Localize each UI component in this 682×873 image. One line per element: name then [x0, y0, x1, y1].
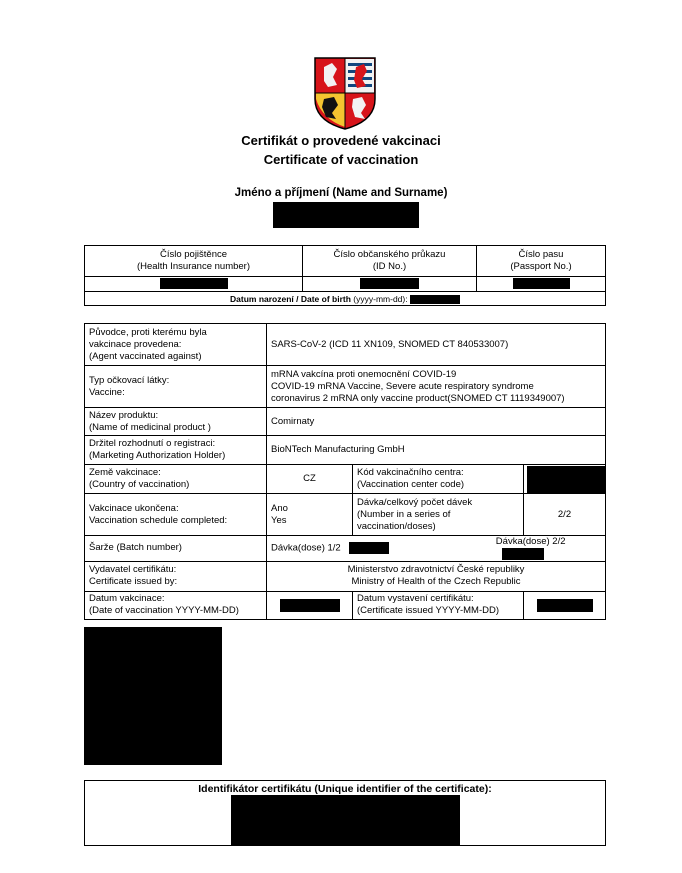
- center-label: Kód vakcinačního centra: (Vaccination center code): [353, 465, 524, 494]
- issue-date-value: [524, 591, 606, 619]
- id-header: Číslo občanského průkazu (ID No.): [303, 246, 477, 277]
- issuer-label: Vydavatel certifikátu: Certificate issued by:: [85, 561, 267, 591]
- uid-box: [84, 780, 606, 846]
- uid-label: Identifikátor certifikátu (Unique identifier of the certificate):: [198, 783, 492, 795]
- completed-value: Ano Yes: [267, 494, 353, 536]
- insurance-value: [85, 277, 303, 292]
- vacc-date-label: Datum vakcinace: (Date of vaccination YYYY-MM-DD): [85, 591, 267, 619]
- qr-code-redaction: [84, 627, 222, 765]
- agent-value: SARS-CoV-2 (ICD 11 XN109, SNOMED CT 840533007): [267, 324, 606, 366]
- vacc-date-value: [267, 591, 353, 619]
- doses-value: 2/2: [524, 494, 606, 536]
- country-value: CZ: [267, 465, 353, 494]
- title-cz: Certifikát o provedené vakcinaci: [241, 133, 441, 148]
- vaccination-table: [84, 323, 606, 620]
- batch-label: Šarže (Batch number): [85, 536, 267, 562]
- id-value: [303, 277, 477, 292]
- passport-header: Číslo pasu (Passport No.): [477, 246, 606, 277]
- issuer-value: Ministerstvo zdravotnictví České republiky Ministry of Health of the Czech Republic: [267, 561, 606, 591]
- product-label: Název produktu: (Name of medicinal product ): [85, 408, 267, 436]
- dose2-label: Dávka(dose) 2/2: [495, 536, 566, 547]
- dose2-cell: [492, 536, 606, 562]
- holder-value: BioNTech Manufacturing GmbH: [267, 436, 606, 465]
- dose1-cell: [267, 536, 492, 562]
- doses-label: Dávka/celkový počet dávek (Number in a series of vaccination/doses): [353, 494, 524, 536]
- name-redaction: [273, 202, 419, 228]
- agent-label: Původce, proti kterému byla vakcinace provedena: (Agent vaccinated against): [85, 324, 267, 366]
- insurance-header: Číslo pojištěnce (Health Insurance number): [85, 246, 303, 277]
- dose1-label: Dávka(dose) 1/2: [271, 542, 341, 554]
- title-en: Certificate of vaccination: [263, 152, 419, 167]
- czech-coat-of-arms-icon: [312, 55, 378, 131]
- uid-redaction: [231, 795, 460, 845]
- id-table: [84, 245, 606, 306]
- issue-date-label: Datum vystavení certifikátu: (Certificate issued YYYY-MM-DD): [353, 591, 524, 619]
- dob-row: Datum narození / Date of birth (yyyy-mm-dd):: [85, 292, 606, 306]
- country-label: Země vakcinace: (Country of vaccination): [85, 465, 267, 494]
- product-value: Comirnaty: [267, 408, 606, 436]
- center-value: [524, 465, 606, 494]
- holder-label: Držitel rozhodnutí o registraci: (Marketing Authorization Holder): [85, 436, 267, 465]
- completed-label: Vakcinace ukončena: Vaccination schedule completed:: [85, 494, 267, 536]
- vaccine-label: Typ očkovací látky: Vaccine:: [85, 366, 267, 408]
- name-label: Jméno a příjmení (Name and Surname): [234, 187, 448, 199]
- passport-value: [477, 277, 606, 292]
- vaccine-value: mRNA vakcína proti onemocnění COVID-19 COVID-19 mRNA Vaccine, Severe acute respiratory syndrome coronavirus 2 mRNA only vaccine product(SNOMED CT 1119349007): [267, 366, 606, 408]
